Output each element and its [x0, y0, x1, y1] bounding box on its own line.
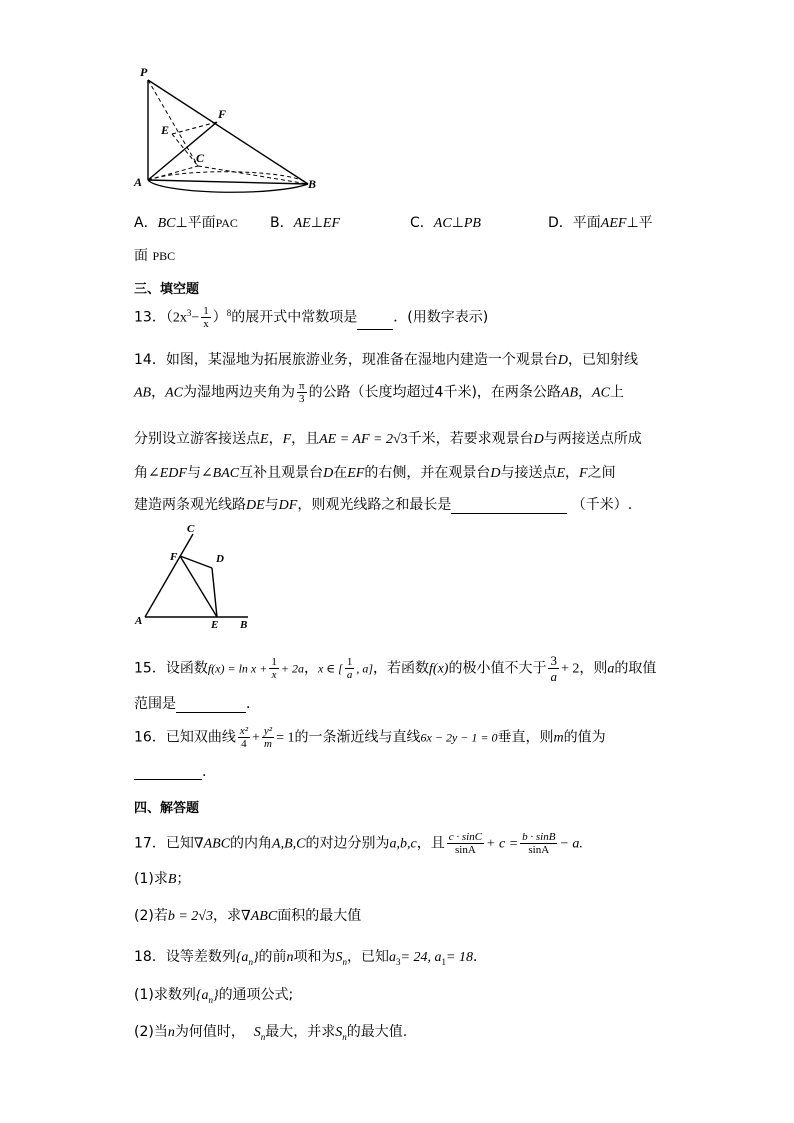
label2-C: C	[187, 523, 195, 535]
section-3-title: 三、填空题	[134, 282, 200, 297]
option-c-letter: C．	[410, 215, 434, 231]
q17-b: 的内角	[230, 835, 273, 852]
q14-line-5	[134, 494, 632, 514]
q13-text: 的展开式中常数项是	[231, 309, 358, 326]
q16-x2: x²	[239, 725, 249, 737]
question-15-line-2	[134, 693, 260, 713]
q14-l4-g: ，	[565, 465, 580, 481]
q15-number: 15．	[134, 660, 166, 677]
q15-fx: f(x)	[429, 661, 449, 677]
q14-l5-b: 与	[264, 497, 279, 513]
q14-l4-EF: EF	[347, 466, 365, 481]
q16-a: 已知双曲线	[165, 729, 236, 746]
q13-exp2: 8	[226, 307, 232, 318]
q14-l4-bac: ∠BAC	[200, 466, 240, 481]
q15-f: f(x) = ln x +	[207, 661, 268, 676]
option-a-tail: PAC	[215, 216, 238, 230]
q14-l3-eq: AE = AF = 2	[319, 432, 393, 447]
q15-fn: 1	[271, 656, 277, 668]
q17-p2tri: ∇ABC	[240, 909, 278, 924]
q16-m: m	[553, 730, 564, 746]
option-d-cont: 面	[134, 248, 148, 264]
option-c	[410, 212, 481, 232]
q18-given2: = 24, a	[400, 950, 442, 965]
q14-l1: 如图，某湿地为拓展旅游业务，现准备在湿地内建造一个观景台	[165, 352, 558, 368]
q17-frac2	[520, 831, 557, 856]
q15-x: x ∈ [	[317, 661, 343, 676]
q14-l5-DF: DF	[278, 498, 298, 513]
q14-line-2	[134, 380, 624, 405]
q16-eq: = 1	[276, 730, 295, 746]
q18-p2-S: S	[253, 1025, 261, 1040]
q14-l5-c: ，则观光线路之和最长是	[297, 497, 452, 513]
q18-p2c: 最大，并求	[265, 1024, 336, 1040]
label2-D: D	[216, 553, 224, 565]
q14-l2-e: 上	[609, 384, 624, 401]
question-16-line-2	[134, 764, 206, 780]
q17-p1B: B	[167, 872, 177, 887]
option-d	[548, 212, 653, 232]
q18-p2-Sn2: n	[342, 1031, 347, 1042]
q17-p2eq: b = 2√3	[167, 909, 213, 924]
q16-b: 的一条渐近线与直线	[294, 729, 421, 746]
q14-l3-E: E	[260, 432, 269, 447]
q16-plus: +	[252, 730, 260, 746]
q13-exp1: 3	[186, 307, 192, 318]
label-P: P	[140, 65, 148, 79]
ray-AC	[145, 534, 193, 617]
q18-given3: = 18	[446, 950, 473, 965]
edge-AB	[148, 180, 308, 184]
q14-l1-D: D	[557, 353, 568, 368]
q15-f2: 的取值	[614, 660, 657, 677]
q18-p1: (1)求数列	[134, 987, 196, 1003]
option-d-left: AEF	[600, 216, 627, 231]
q16-answer-blank[interactable]	[134, 765, 202, 780]
q13-close: ）	[212, 310, 227, 326]
option-b	[270, 212, 340, 232]
q13-frac-den: x	[203, 318, 209, 330]
option-a-rel: ⊥平面	[175, 215, 216, 231]
q16-d2: m	[264, 738, 272, 750]
q18-p2n: n	[167, 1025, 175, 1040]
q15-xe: , a]	[356, 661, 374, 676]
q14-l3-b: ，	[268, 431, 283, 447]
q17-tri: ∇ABC	[193, 836, 231, 852]
q15-rd: a	[550, 669, 557, 684]
q14-3: 3	[299, 393, 305, 405]
q15-l2-end: ．	[246, 696, 260, 712]
q15-r2: + 2	[560, 661, 580, 677]
q15-b: ，	[303, 660, 318, 677]
q15-frac2	[345, 656, 355, 681]
q16-c: 垂直，则	[497, 729, 554, 746]
q18-p1b: 的通项公式;	[218, 987, 294, 1003]
q16-d: 的值为	[563, 729, 606, 746]
q17-p1: (1)求	[134, 871, 168, 887]
q17-abc: A,B,C	[272, 836, 306, 852]
segment-FD	[180, 556, 212, 568]
option-a-letter: A．	[134, 215, 158, 231]
q17-p2b: ，求	[212, 908, 241, 924]
q17-frac1	[447, 831, 484, 856]
segment-FE	[180, 556, 217, 617]
q14-l1-b: ，已知射线	[567, 352, 638, 368]
q15-d: 的极小值不大于	[448, 660, 547, 677]
q18-p1-seqn: n	[208, 994, 213, 1005]
q14-l4-d: 在	[333, 465, 348, 481]
q16-end: .	[202, 764, 207, 780]
option-b-right: EF	[322, 216, 341, 231]
q18-p2d: 的最大值.	[346, 1024, 408, 1040]
q14-l2-AB2: AB	[560, 385, 579, 401]
q18-a: 设等差数列	[165, 949, 236, 965]
q14-line-4	[134, 462, 616, 482]
q18-Sn: n	[342, 956, 348, 967]
q14-line-1	[134, 349, 638, 369]
q17-d: ，且	[416, 835, 445, 852]
q14-l4-D: D	[323, 466, 334, 481]
q14-l2-b: 为湿地两边夹角为	[183, 384, 295, 401]
q18-seq: {a	[235, 950, 249, 965]
q14-l3-a: 分别设立游客接送点	[134, 431, 260, 447]
q17-p2c: 面积的最大值	[277, 908, 362, 924]
q15-a: 设函数	[165, 660, 208, 677]
q14-l4-D2: D	[490, 466, 501, 481]
q18-p1-seq: {a	[195, 988, 209, 1003]
q14-number: 14．	[134, 352, 166, 368]
q15-rn: 3	[550, 653, 557, 668]
label2-A: A	[135, 615, 143, 627]
q18-p2-S2: S	[335, 1025, 343, 1040]
q17-ma: − a.	[559, 836, 583, 852]
option-a-math: BC	[157, 216, 176, 231]
q16-frac2	[262, 725, 274, 750]
q18-g2: 1	[441, 956, 446, 967]
q13-open: （2x	[165, 310, 187, 326]
q13-after: ．(用数字表示)	[393, 309, 489, 326]
q13-answer-blank[interactable]	[357, 315, 393, 330]
option-b-letter: B．	[270, 215, 294, 231]
q15-fd: x	[271, 669, 277, 681]
label-F: F	[218, 107, 227, 121]
q16-frac1	[238, 725, 250, 750]
q17-f1n: c · sinC	[448, 831, 483, 843]
q14-l3-sqrt: √3	[392, 432, 408, 447]
q14-l5-d: （千米）.	[571, 497, 633, 513]
section-4-title: 四、解答题	[134, 801, 200, 816]
q17-sides: a,b,c	[389, 836, 417, 852]
q15-av: a	[607, 661, 615, 677]
q14-l2-AB: AB	[134, 385, 152, 401]
option-c-rel: ⊥	[451, 215, 464, 231]
q13-minus: −	[191, 310, 200, 326]
q17-p2: (2)若	[134, 908, 168, 924]
q14-l2-d: ，	[578, 384, 593, 401]
q15-frac1	[269, 656, 279, 681]
q14-l4-c: 互补且观景台	[239, 465, 324, 481]
q17-f2d: sinA	[528, 844, 550, 856]
option-d-prefix: 平面	[572, 215, 601, 231]
q18-b: 的前	[258, 949, 287, 965]
q17-p1e: ；	[176, 871, 191, 887]
edge-PB	[148, 80, 308, 184]
q14-l3-d: 千米，若要求观景台	[407, 431, 534, 447]
label-B: B	[308, 177, 317, 191]
q14-l5-a: 建造两条观光线路	[134, 497, 246, 513]
q14-l3-D: D	[533, 432, 544, 447]
q18-end: ．	[472, 949, 487, 965]
q14-line-3	[134, 428, 642, 448]
option-d-rel: ⊥平	[626, 215, 653, 231]
q14-l4-a: 角	[134, 465, 148, 481]
q14-l4-edf: ∠EDF	[148, 466, 187, 481]
q18-part-2	[134, 1021, 407, 1042]
q14-l4-b: 与	[186, 465, 201, 481]
q14-answer-blank[interactable]	[451, 499, 567, 514]
q14-l4-h: 之间	[587, 465, 616, 481]
q18-d: ，已知	[347, 949, 390, 965]
option-d-continued	[134, 245, 175, 265]
q14-l3-F: F	[282, 432, 292, 447]
label-A: A	[134, 175, 143, 189]
q13-frac	[201, 305, 211, 330]
q16-y2: y²	[263, 725, 273, 737]
edge-PC	[148, 80, 198, 166]
q16-line: 6x − 2y − 1 = 0	[420, 730, 498, 745]
label-C: C	[196, 151, 205, 165]
q14-l2-AC2: AC	[592, 385, 610, 401]
label-E: E	[161, 123, 170, 137]
q14-l4-E: E	[556, 466, 566, 481]
q18-p2b: 为何值时，	[174, 1024, 245, 1040]
q17-number: 17．	[134, 835, 166, 852]
q17-part-1	[134, 868, 190, 888]
q16-number: 16．	[134, 729, 166, 746]
option-a	[134, 212, 238, 232]
q18-part-1	[134, 984, 293, 1005]
q18-c: 项和为	[293, 949, 336, 965]
q18-g1: 3	[396, 956, 401, 967]
q16-d1: 4	[241, 738, 247, 750]
q18-n: n	[286, 950, 294, 965]
q15-xd: a	[346, 669, 353, 681]
q14-pi-frac	[297, 380, 307, 405]
q17-f1d: sinA	[454, 844, 476, 856]
q14-l4-f: 与接送点	[500, 465, 557, 481]
q14-l2-c: 的公路（长度均超过4千米)，在两条公路	[308, 384, 561, 401]
option-c-left: AC	[433, 216, 452, 231]
q18-p2: (2)当	[134, 1024, 168, 1040]
q17-f2n: b · sinB	[522, 831, 556, 843]
q14-l4-F: F	[579, 466, 588, 481]
q14-l3-c: ，且	[291, 431, 320, 447]
q15-c: ，若函数	[373, 660, 430, 677]
figure-pyramid	[130, 62, 330, 194]
q13-frac-num: 1	[203, 305, 209, 317]
q15-answer-blank[interactable]	[176, 698, 246, 713]
q18-p2-Sn: n	[260, 1031, 266, 1042]
q13-number: 13．	[134, 309, 166, 326]
question-15	[134, 653, 656, 684]
label2-E: E	[211, 619, 219, 631]
q18-S: S	[335, 950, 343, 965]
q15-l2: 范围是	[134, 696, 176, 712]
label2-B: B	[240, 619, 248, 631]
question-13	[134, 305, 488, 330]
edge-EC	[172, 134, 198, 166]
q14-l5-DE: DE	[246, 498, 265, 513]
question-17	[134, 831, 583, 856]
q17-pc: + c =	[486, 836, 519, 852]
option-d-tail: PBC	[152, 249, 176, 263]
q14-pi: π	[299, 380, 305, 392]
option-d-letter: D．	[548, 215, 573, 231]
q17-c: 的对边分别为	[305, 835, 390, 852]
option-b-left: AE	[293, 216, 311, 231]
q14-l2-AC: AC	[165, 385, 183, 401]
q18-given: a	[389, 950, 397, 965]
q15-frac3	[548, 653, 559, 684]
option-b-rel: ⊥	[310, 215, 323, 231]
q18-seqe: }	[252, 950, 259, 965]
q14-l2-a: ，	[151, 384, 166, 401]
question-16	[134, 725, 606, 750]
q17-a: 已知	[165, 835, 194, 852]
q17-part-2	[134, 905, 361, 925]
q15-g: + 2a	[280, 661, 304, 676]
q14-l4-e: 的右侧，并在观景台	[364, 465, 491, 481]
q18-number: 18．	[134, 949, 166, 965]
q15-xn: 1	[346, 656, 353, 668]
option-c-right: PB	[463, 216, 481, 231]
q14-l3-e: 与两接送点所成	[543, 431, 642, 447]
q18-seqn: n	[248, 956, 253, 967]
q18-p1-seqe: }	[212, 988, 219, 1003]
label2-F: F	[170, 551, 178, 563]
q15-e: ，则	[579, 660, 608, 677]
figure-wetland	[130, 520, 260, 632]
question-18	[134, 946, 487, 967]
